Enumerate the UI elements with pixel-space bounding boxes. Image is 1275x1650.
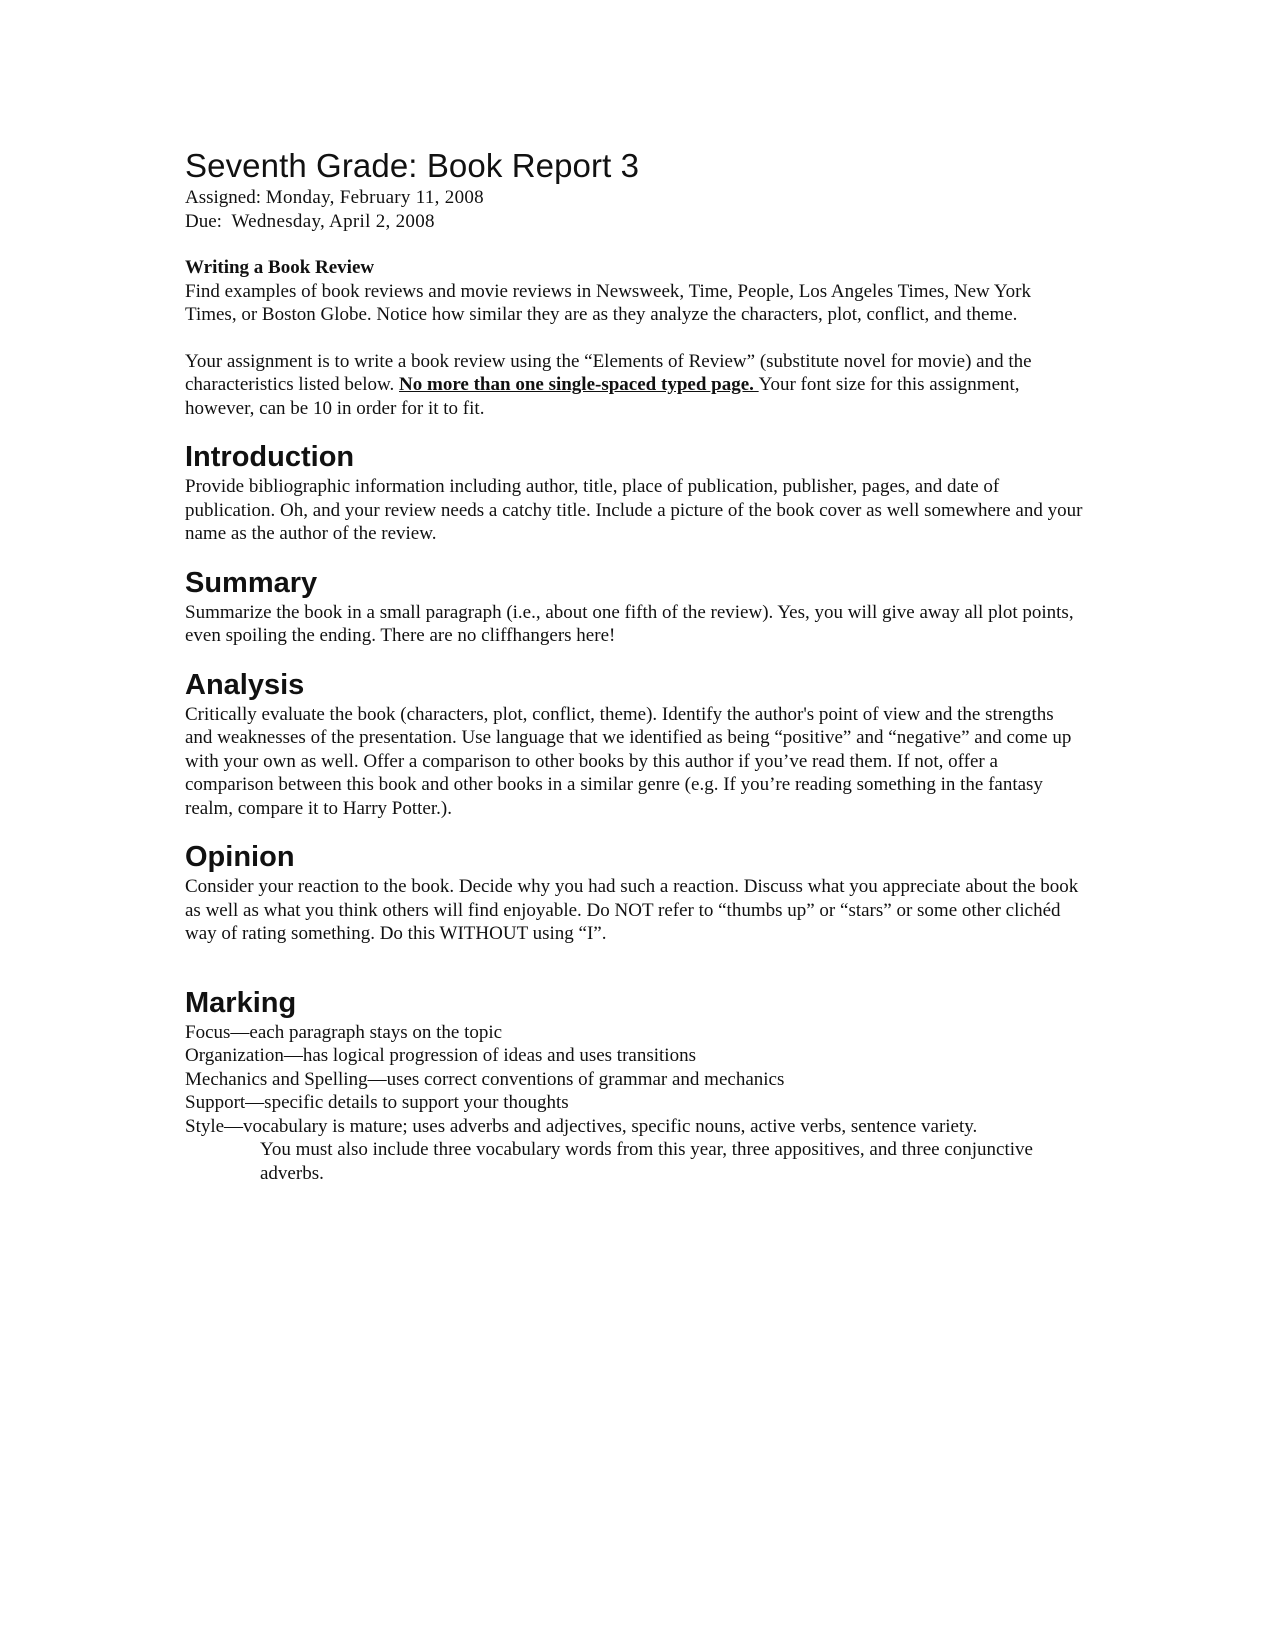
marking-heading: Marking (185, 986, 297, 1019)
document-title: Seventh Grade: Book Report 3 (185, 147, 640, 184)
marking-section (185, 986, 1085, 1186)
analysis-body: Critically evaluate the book (characters, plot, conflict, theme). Identify the author's point of view and the strengths and weaknesses of the presentation. Use language that we identified as being “positive” and “negative” and come up with your own as well. Offer a comparison to other books by this author if you’ve read them. If not, offer a comparison between this book and other books in a similar genre (e.g. If you’re reading something in the fantasy realm, compare it to Harry Potter.). (185, 703, 1072, 819)
marking-criteria-list (185, 1021, 1085, 1186)
due-date-line (185, 210, 1085, 234)
introduction-section (185, 440, 1085, 546)
marking-item-support: Support—specific details to support your thoughts (185, 1092, 569, 1113)
assigned-label: Assigned: (185, 187, 261, 208)
analysis-section (185, 668, 1085, 821)
assignment-dates (185, 186, 1085, 233)
due-label: Due: (185, 210, 222, 232)
document-content (185, 146, 1085, 1185)
assigned-date-line (185, 186, 1085, 210)
due-date: Wednesday, April 2, 2008 (231, 210, 435, 232)
summary-heading: Summary (185, 566, 318, 599)
introduction-body: Provide bibliographic information including author, title, place of publication, publisher, pages, and date of publication. Oh, and your review needs a catchy title. Include a picture of the book cover as well somewhere and your name as the author of the review. (185, 476, 1083, 544)
assignment-text-end: Your font size for this assignment, however, can be 10 in order for it to fit. (185, 374, 1020, 419)
marking-continuation-text: You must also include three vocabulary words from this year, three appositives, and three conjunctive adverbs. (260, 1139, 1033, 1184)
marking-item-mechanics: Mechanics and Spelling—uses correct conventions of grammar and mechanics (185, 1068, 785, 1090)
introduction-heading: Introduction (185, 441, 355, 473)
summary-section (185, 566, 1085, 648)
writing-paragraph-assignment (185, 350, 1085, 421)
summary-body: Summarize the book in a small paragraph (i.e., about one fifth of the review). Yes, you will give away all plot points, even spoiling the ending. There are no cliffhangers here! (185, 601, 1074, 646)
writing-section (185, 256, 1085, 420)
opinion-body: Consider your reaction to the book. Decide why you had such a reaction. Discuss what you appreciate about the book as well as what you think others will find enjoyable. Do NOT refer to “thumbs up” or “stars” or some other clichéd way of rating something. Do this WITHOUT using “I”. (185, 876, 1079, 944)
opinion-heading: Opinion (185, 841, 295, 873)
marking-item-style: Style—vocabulary is mature; uses adverbs and adjectives, specific nouns, active verbs, sentence variety. (185, 1115, 978, 1137)
writing-paragraph-examples: Find examples of book reviews and movie reviews in Newsweek, Time, People, Los Angeles Times, New York Times, or Boston Globe. Notice how similar they are as they analyze the characters, plot, conflict, and theme. (185, 280, 1031, 325)
marking-item-focus: Focus—each paragraph stays on the topic (185, 1021, 503, 1043)
marking-style-continuation (185, 1138, 1085, 1185)
assigned-date: Monday, February 11, 2008 (265, 187, 484, 208)
page-limit-emphasis: No more than one single-spaced typed page. (399, 374, 759, 395)
assignment-text-start: Your assignment is to write a book review using the “Elements of Review” (substitute novel for movie) and the characteristics listed below. (185, 350, 1032, 395)
marking-item-organization: Organization—has logical progression of ideas and uses transitions (185, 1045, 696, 1066)
opinion-section (185, 840, 1085, 946)
writing-heading: Writing a Book Review (185, 257, 375, 278)
analysis-heading: Analysis (185, 668, 305, 701)
